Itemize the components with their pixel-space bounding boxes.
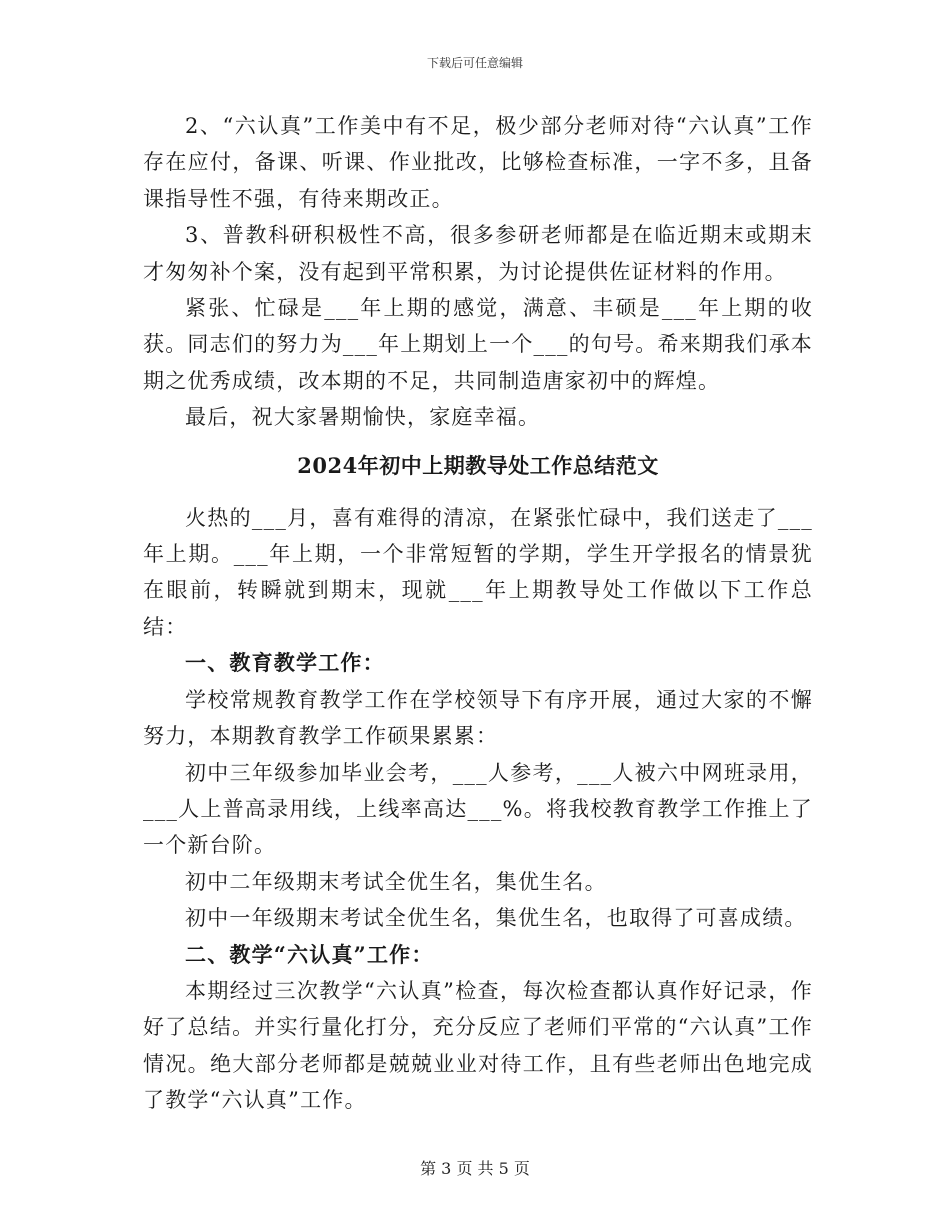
section-heading-six-diligence: 二、教学“六认真”工作：	[185, 941, 434, 967]
article-title: 2024年初中上期教导处工作总结范文	[297, 452, 659, 478]
paragraph-previous-3: 紧张、忙碌是___年上期的感觉，满意、丰硕是___年上期的收获。同志们的努力为___年上期划上一个___的句号。希来期我们承本期之优秀成绩，改本期的不足，共同制造唐家初中的辉煌。	[143, 296, 813, 393]
section-heading-education: 一、教育教学工作：	[185, 650, 385, 676]
paragraph-education-4: 初中一年级期末考试全优生名，集优生名，也取得了可喜成绩。	[185, 906, 807, 931]
paragraph-previous-1: 2、“六认真”工作美中有不足，极少部分老师对待“六认真”工作存在应付，备课、听课、作业批改，比够检查标准，一字不多，且备课指导性不强，有待来期改正。	[143, 114, 813, 211]
paragraph-intro: 火热的___月，喜有难得的清凉，在紧张忙碌中，我们送走了___年上期。___年上期，一个非常短暂的学期，学生开学报名的情景犹在眼前，转瞬就到期末，现就___年上期教导处工作做以下工作总结：	[143, 505, 813, 639]
paragraph-previous-4: 最后，祝大家暑期愉快，家庭幸福。	[185, 405, 541, 430]
paragraph-previous-2: 3、普教科研积极性不高，很多参研老师都是在临近期末或期末才匆匆补个案，没有起到平常积累，为讨论提供佐证材料的作用。	[143, 223, 813, 284]
page-number: 第 3 页 共 5 页	[420, 1159, 530, 1178]
paragraph-six-diligence-1: 本期经过三次教学“六认真”检查，每次检查都认真作好记录，作好了总结。并实行量化打分，充分反应了老师们平常的“六认真”工作情况。绝大部分老师都是兢兢业业对待工作，且有些老师出色地完成了教学“六认真”工作。	[143, 978, 813, 1113]
document-body	[143, 108, 813, 1119]
paragraph-education-2: 初中三年级参加毕业会考，___人参考，___人被六中网班录用，___人上普高录用线，上线率高达___%。将我校教育教学工作推上了一个新台阶。	[143, 760, 813, 858]
header-note: 下载后可任意编辑	[426, 56, 523, 70]
paragraph-education-3: 初中二年级期末考试全优生名，集优生名。	[185, 869, 607, 894]
paragraph-education-1: 学校常规教育教学工作在学校领导下有序开展，通过大家的不懈努力，本期教育教学工作硕果累累：	[143, 687, 813, 749]
